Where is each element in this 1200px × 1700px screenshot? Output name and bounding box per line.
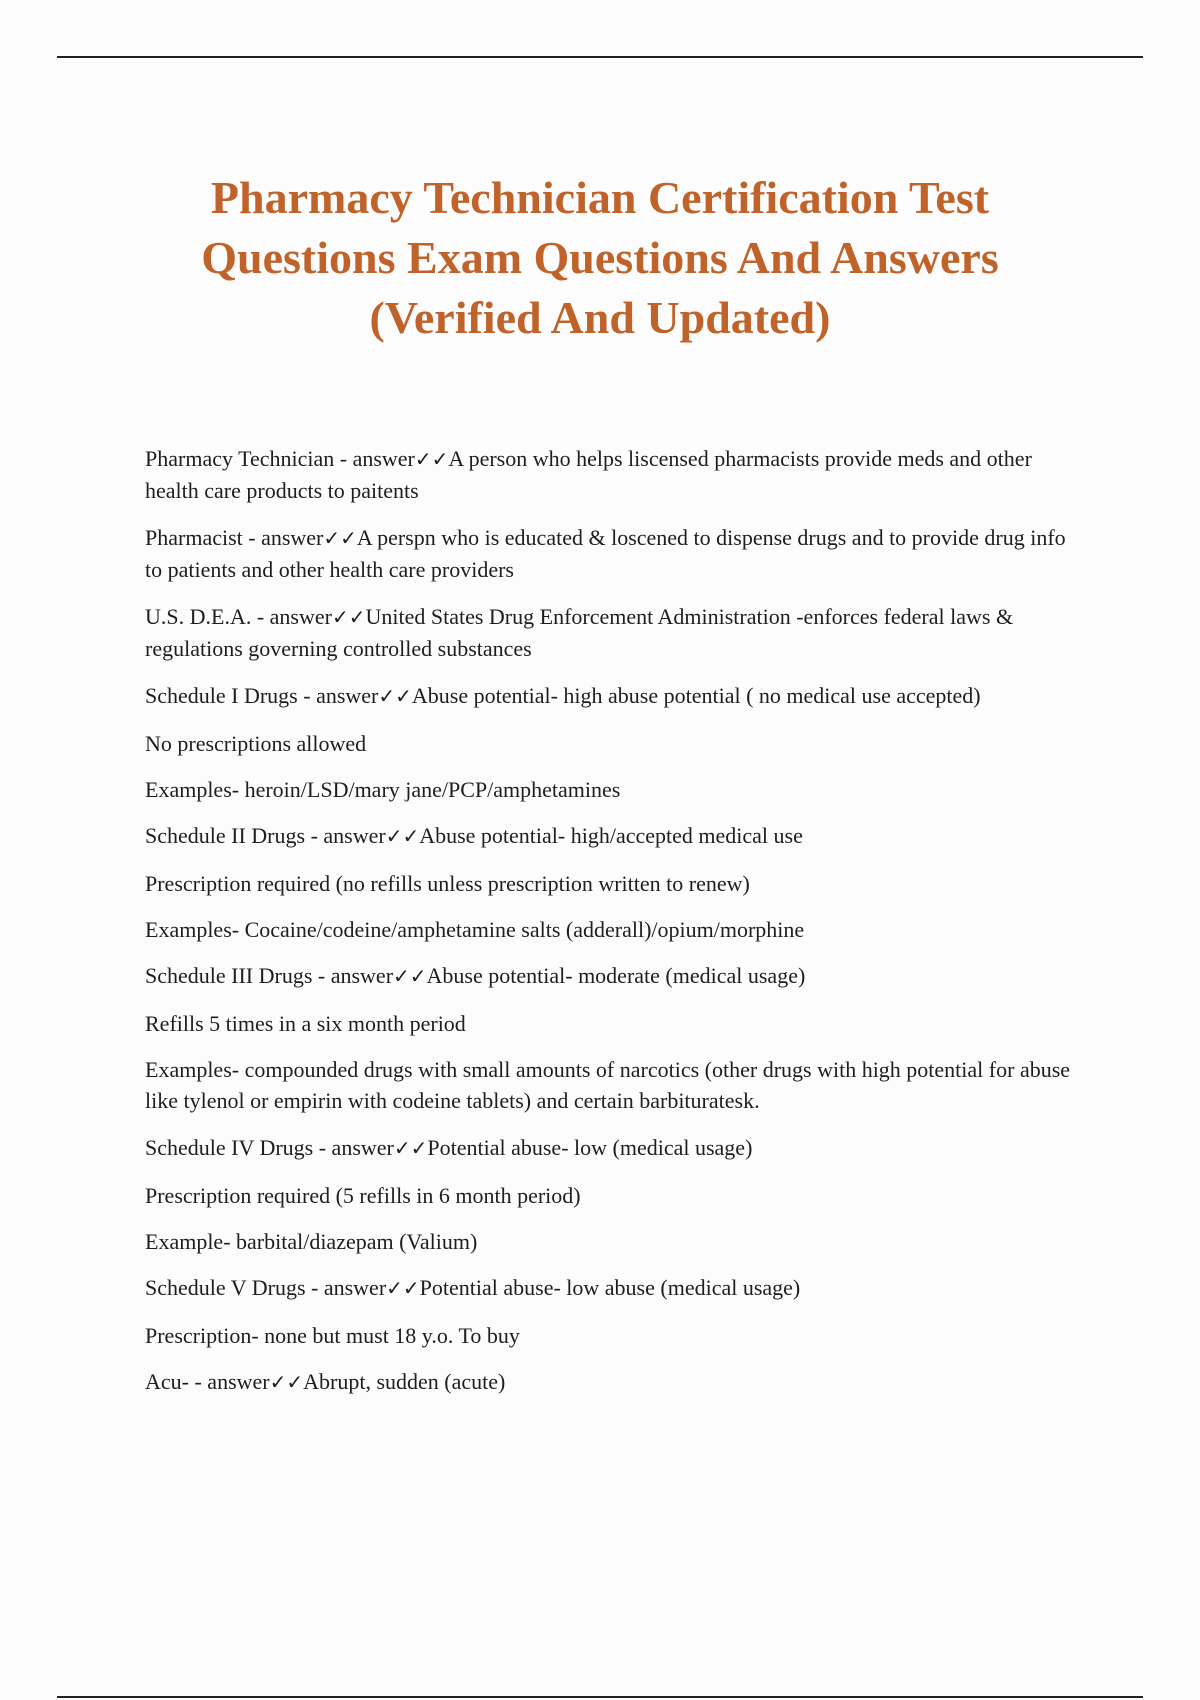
top-rule — [57, 56, 1143, 58]
term: Schedule II Drugs - answer — [145, 823, 386, 848]
answer: Abuse potential- high abuse potential ( no medical use accepted) — [411, 683, 981, 708]
term: U.S. D.E.A. - answer — [145, 604, 332, 629]
note-line: No prescriptions allowed — [145, 731, 367, 756]
term: Schedule I Drugs - answer — [145, 683, 379, 708]
term: Pharmacist - answer — [145, 525, 324, 550]
term: Pharmacy Technician - answer — [145, 446, 415, 471]
answer: Potential abuse- low abuse (medical usage) — [419, 1275, 801, 1300]
note-line: Examples- Cocaine/codeine/amphetamine salts (adderall)/opium/morphine — [145, 917, 805, 942]
note-line: Prescription required (no refills unless prescription written to renew) — [145, 871, 750, 896]
double-check-icon: ✓✓ — [386, 1276, 420, 1300]
qa-entry — [145, 443, 1085, 506]
qa-list — [145, 443, 1085, 1414]
qa-entry — [145, 1132, 1085, 1164]
answer: Abrupt, sudden (acute) — [303, 1369, 506, 1394]
qa-entry — [145, 820, 1085, 852]
term: Schedule III Drugs - answer — [145, 963, 394, 988]
term: Schedule IV Drugs - answer — [145, 1135, 394, 1160]
double-check-icon: ✓✓ — [331, 605, 366, 629]
answer: Potential abuse- low (medical usage) — [427, 1135, 753, 1160]
double-check-icon: ✓✓ — [269, 1370, 304, 1394]
qa-entry — [145, 601, 1085, 664]
qa-entry — [145, 1272, 1085, 1304]
double-check-icon: ✓✓ — [378, 684, 412, 708]
answer: Abuse potential- high/accepted medical use — [419, 823, 803, 848]
answer: A person who helps liscensed pharmacists provide meds and other health care products to paitents — [145, 446, 1032, 503]
bottom-rule — [57, 1696, 1143, 1698]
qa-entry — [145, 960, 1085, 992]
note-line: Examples- compounded drugs with small amounts of narcotics (other drugs with high potential for abuse like tylenol or empirin with codeine tablets) and certain barbituratesk. — [145, 1057, 1071, 1113]
answer: Abuse potential- moderate (medical usage) — [426, 963, 806, 988]
double-check-icon: ✓✓ — [323, 526, 357, 550]
double-check-icon: ✓✓ — [414, 447, 449, 471]
title-line-3: (Verified And Updated) — [369, 292, 831, 343]
title-line-1: Pharmacy Technician Certification Test — [210, 172, 990, 223]
note-line: Example- barbital/diazepam (Valium) — [145, 1229, 478, 1254]
term: Acu- - answer — [145, 1369, 270, 1394]
note-line: Prescription required (5 refills in 6 month period) — [145, 1183, 581, 1208]
qa-entry — [145, 1366, 1085, 1398]
note-line: Examples- heroin/LSD/mary jane/PCP/amphetamines — [145, 777, 621, 802]
double-check-icon: ✓✓ — [385, 824, 420, 848]
answer: A perspn who is educated & loscened to dispense drugs and to provide drug info to patients and other health care providers — [145, 525, 1066, 582]
answer: United States Drug Enforcement Administration -enforces federal laws & regulations governing controlled substances — [145, 604, 1014, 661]
title-line-2: Questions Exam Questions And Answers — [201, 232, 999, 283]
document-title — [120, 168, 1080, 348]
qa-entry — [145, 680, 1085, 712]
term: Schedule V Drugs - answer — [145, 1275, 387, 1300]
double-check-icon: ✓✓ — [393, 1136, 428, 1160]
note-line: Refills 5 times in a six month period — [145, 1011, 466, 1036]
double-check-icon: ✓✓ — [393, 964, 427, 988]
qa-entry — [145, 522, 1085, 585]
note-line: Prescription- none but must 18 y.o. To buy — [145, 1323, 520, 1348]
